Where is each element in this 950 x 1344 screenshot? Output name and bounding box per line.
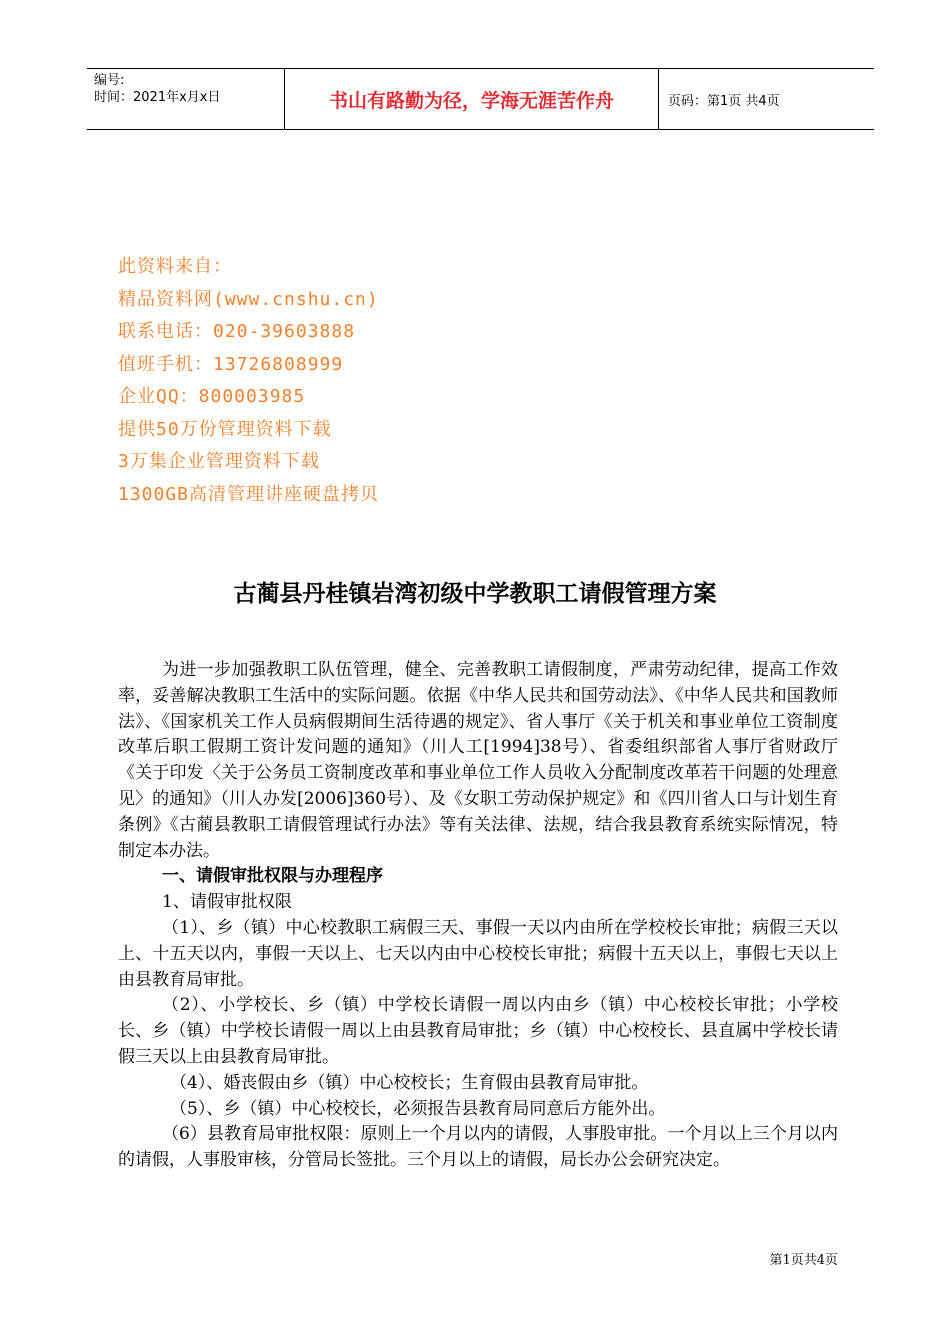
rule-paragraph-1: （1）、乡（镇）中心校教职工病假三天、事假一天以内由所在学校校长审批；病假三天以上、十五天以内，事假一天以上、七天以内由中心校校长审批；病假十五天以上，事假七天以上由县教育局审批。 [118,917,838,990]
promo-line: 1300GB高清管理讲座硬盘拷贝 [118,483,380,505]
header-page-label: 页码：第1页 共4页 [668,93,780,109]
rule-paragraph-4: （4）、婚丧假由乡（镇）中心校校长；生育假由县教育局审批。 [170,1072,649,1093]
header-meta [87,69,285,129]
subsection-heading: 1、请假审批权限 [162,892,292,913]
document-title: 古蔺县丹桂镇岩湾初级中学教职工请假管理方案 [233,581,717,607]
promo-line: 此资料来自： [118,256,232,277]
section-heading: 一、请假审批权限与办理程序 [162,866,383,887]
header-table [87,68,874,130]
rule-paragraph-5: （5）、乡（镇）中心校校长，必须报告县教育局同意后方能外出。 [170,1098,666,1119]
promo-line: 3万集企业管理资料下载 [118,451,320,472]
footer-page-number: 第1页共4页 [769,1253,838,1268]
promo-line: 值班手机：13726808999 [118,353,344,375]
promo-block [118,251,379,511]
doc-code-label: 编号: [94,73,125,88]
intro-paragraph: 为进一步加强教职工队伍管理，健全、完善教职工请假制度，严肃劳动纪律，提高工作效率，妥善解决教职工生活中的实际问题。依据《中华人民共和国劳动法》、《中华人民共和国教师法》、《国家机关工作人员病假期间生活待遇的规定》、省人事厅《关于机关和事业单位工资制度改革后职工假期工资计发问题的通知》（川人工[1994]38号）、省委组织部省人事厅省财政厅《关于印发〈关于公务员工资制度改革和事业单位工作人员收入分配制度改革若干问题的处理意见〉的通知》（川人办发[2006]360号）、及《女职工劳动保护规定》和《四川省人口与计划生育条例》《古蔺县教职工请假管理试行办法》等有关法律、法规，结合我县教育系统实际情况，特制定本办法。 [118,660,838,861]
promo-line: 提供50万份管理资料下载 [118,418,332,440]
promo-line: 精品资料网(www.cnshu.cn) [118,288,379,310]
doc-time-label: 时间：2021年x月x日 [94,90,221,105]
document-body [118,658,838,1174]
promo-line: 联系电话：020-39603888 [118,321,356,342]
header-motto: 书山有路勤为径，学海无涯苦作舟 [285,69,659,129]
rule-paragraph-2: （2）、小学校长、乡（镇）中学校长请假一周以内由乡（镇）中心校校长审批；小学校长、乡（镇）中学校长请假一周以上由县教育局审批；乡（镇）中心校校长、县直属中学校长请假三天以上由县教育局审批。 [118,995,838,1067]
promo-line: 企业QQ：800003985 [118,386,306,407]
rule-paragraph-6: （6）县教育局审批权限：原则上一个月以内的请假，人事股审批。一个月以上三个月以内的请假，人事股审核，分管局长签批。三个月以上的请假，局长办公会研究决定。 [118,1124,838,1171]
